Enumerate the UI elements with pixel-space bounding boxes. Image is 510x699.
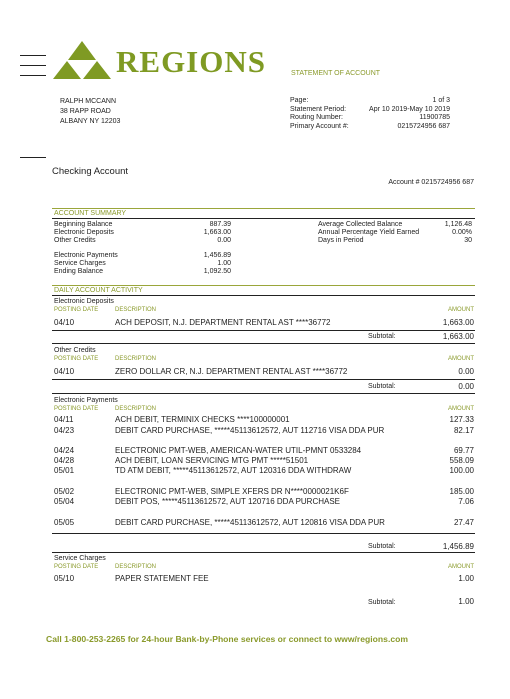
row-date: 04/10 [54, 318, 75, 327]
row-date: 04/10 [54, 367, 75, 376]
summary-label: Service Charges [54, 260, 106, 268]
row-amount: 7.06 [458, 497, 474, 506]
summary-value: 1,092.50 [203, 268, 231, 276]
statement-meta-values [340, 97, 450, 131]
col-header-amount: AMOUNT [448, 564, 474, 570]
row-amount: 27.47 [453, 518, 474, 527]
margin-mark [20, 65, 46, 66]
row-description: ACH DEBIT, LOAN SERVICING MTG PMT *****51501 [115, 456, 309, 465]
row-description: TD ATM DEBIT, *****45113612572, AUT 120316 DDA WITHDRAW [115, 466, 352, 475]
col-header-desc: DESCRIPTION [115, 406, 157, 412]
primary-account-value: 0215724956 687 [397, 122, 450, 130]
subtotal-service: 1.00 [458, 597, 474, 606]
row-amount: 82.17 [453, 426, 474, 435]
subtotal-label: Subtotal: [368, 333, 396, 340]
row-date: 05/01 [54, 466, 75, 475]
subtotal-credits: 0.00 [458, 382, 474, 391]
divider [52, 295, 475, 296]
summary-left2-values [180, 252, 231, 277]
summary-value: 0.00% [452, 229, 472, 237]
summary-value: 1,126.48 [444, 221, 472, 228]
col-header-desc: DESCRIPTION [115, 356, 157, 362]
section-title-credits: Other Credits [54, 347, 96, 354]
section-title-service: Service Charges [54, 555, 106, 562]
row-date: 04/24 [54, 446, 75, 455]
subtotal-label: Subtotal: [368, 543, 396, 550]
activity-title: DAILY ACCOUNT ACTIVITY [54, 287, 143, 294]
divider [52, 393, 475, 394]
summary-left-values [180, 221, 231, 246]
summary-value: 1.00 [217, 260, 231, 268]
col-header-amount: AMOUNT [448, 307, 474, 313]
summary-label: Beginning Balance [54, 221, 113, 228]
section-title-payments: Electronic Payments [54, 397, 118, 404]
summary-left2-labels [54, 252, 118, 277]
summary-right-labels [318, 221, 419, 246]
summary-label: Other Credits [54, 237, 96, 245]
col-header-amount: AMOUNT [448, 356, 474, 362]
row-date: 05/02 [54, 487, 75, 496]
divider [52, 533, 475, 534]
subtotal-deposits: 1,663.00 [442, 332, 474, 341]
footer-phone-info: Call 1-800-253-2265 for 24-hour Bank-by-Phone services or connect to www/regions.com [46, 634, 409, 644]
subtotal-label: Subtotal: [368, 599, 396, 606]
divider [52, 379, 475, 380]
section-title-deposits: Electronic Deposits [54, 298, 114, 305]
col-header-desc: DESCRIPTION [115, 307, 157, 313]
summary-value: 30 [464, 237, 472, 245]
row-amount: 127.33 [449, 415, 474, 424]
summary-label: Average Collected Balance [318, 221, 403, 228]
row-amount: 0.00 [458, 367, 474, 376]
divider [52, 218, 475, 219]
divider [52, 330, 475, 331]
divider [52, 285, 475, 286]
row-amount: 1.00 [458, 574, 474, 583]
row-date: 05/04 [54, 497, 75, 506]
row-description: ACH DEBIT, TERMINIX CHECKS ****100000001 [115, 415, 290, 424]
customer-address [60, 97, 120, 127]
logo-wordmark: REGIONS [116, 44, 266, 79]
row-date: 04/28 [54, 456, 75, 465]
col-header-date: POSTING DATE [54, 356, 99, 362]
row-description: PAPER STATEMENT FEE [115, 574, 209, 583]
subtotal-payments: 1,456.89 [442, 542, 474, 551]
row-amount: 100.00 [449, 466, 474, 475]
summary-label: Ending Balance [54, 268, 104, 276]
summary-label: Annual Percentage Yield Earned [318, 229, 420, 237]
summary-label: Electronic Payments [54, 252, 118, 259]
summary-left-labels [54, 221, 114, 246]
margin-mark [20, 157, 46, 158]
row-date: 05/10 [54, 574, 75, 583]
page-label: Page: [290, 97, 309, 104]
summary-right-values [430, 221, 472, 246]
summary-value: 1,663.00 [203, 229, 231, 237]
summary-value: 0.00 [217, 237, 231, 245]
period-label: Statement Period: [290, 105, 347, 113]
col-header-amount: AMOUNT [448, 406, 474, 412]
row-amount: 1,663.00 [442, 318, 474, 327]
col-header-date: POSTING DATE [54, 406, 99, 412]
divider [52, 343, 475, 344]
period-value: Apr 10 2019-May 10 2019 [369, 105, 450, 113]
page-value: 1 of 3 [432, 97, 450, 104]
row-date: 05/05 [54, 518, 75, 527]
row-date: 04/23 [54, 426, 75, 435]
col-header-date: POSTING DATE [54, 307, 99, 313]
row-description: ACH DEPOSIT, N.J. DEPARTMENT RENTAL AST ****36772 [115, 318, 331, 327]
row-amount: 69.77 [453, 446, 474, 455]
routing-label: Routing Number: [290, 114, 343, 121]
col-header-date: POSTING DATE [54, 564, 99, 570]
summary-label: Electronic Deposits [54, 229, 114, 237]
summary-title: ACCOUNT SUMMARY [54, 210, 127, 217]
statement-title: STATEMENT OF ACCOUNT [291, 70, 381, 77]
divider [52, 208, 475, 209]
account-number: Account # 0215724956 687 [388, 179, 474, 186]
row-date: 04/11 [54, 415, 74, 424]
row-amount: 558.09 [449, 456, 474, 465]
margin-mark [20, 55, 46, 56]
row-description: DEBIT CARD PURCHASE, *****45113612572, AUT 112716 VISA DDA PUR [115, 426, 385, 435]
row-description: DEBIT CARD PURCHASE, *****45113612572, AUT 120816 VISA DDA PUR [115, 518, 385, 527]
customer-street: 38 RAPP ROAD [60, 108, 111, 115]
subtotal-label: Subtotal: [368, 383, 396, 390]
row-description: ELECTRONIC PMT-WEB, AMERICAN-WATER UTIL-PMNT 0533284 [115, 446, 362, 455]
summary-value: 887.39 [209, 221, 231, 228]
summary-label: Days in Period [318, 237, 364, 245]
primary-account-label: Primary Account #: [290, 122, 349, 130]
customer-city: ALBANY NY 12203 [60, 118, 121, 125]
col-header-desc: DESCRIPTION [115, 564, 157, 570]
margin-mark [20, 75, 46, 76]
row-amount: 185.00 [449, 487, 474, 496]
row-description: DEBIT POS, *****45113612572, AUT 120716 DDA PURCHASE [115, 497, 341, 506]
row-description: ELECTRONIC PMT-WEB, SIMPLE XFERS DR N****0000021K6F [115, 487, 349, 496]
account-type: Checking Account [52, 166, 129, 177]
summary-value: 1,456.89 [203, 252, 231, 259]
customer-name: RALPH MCCANN [60, 98, 117, 105]
routing-value: 11900785 [419, 114, 450, 121]
row-description: ZERO DOLLAR CR, N.J. DEPARTMENT RENTAL AST ****36772 [115, 367, 348, 376]
regions-logo-icon [52, 41, 112, 79]
divider [52, 552, 475, 553]
